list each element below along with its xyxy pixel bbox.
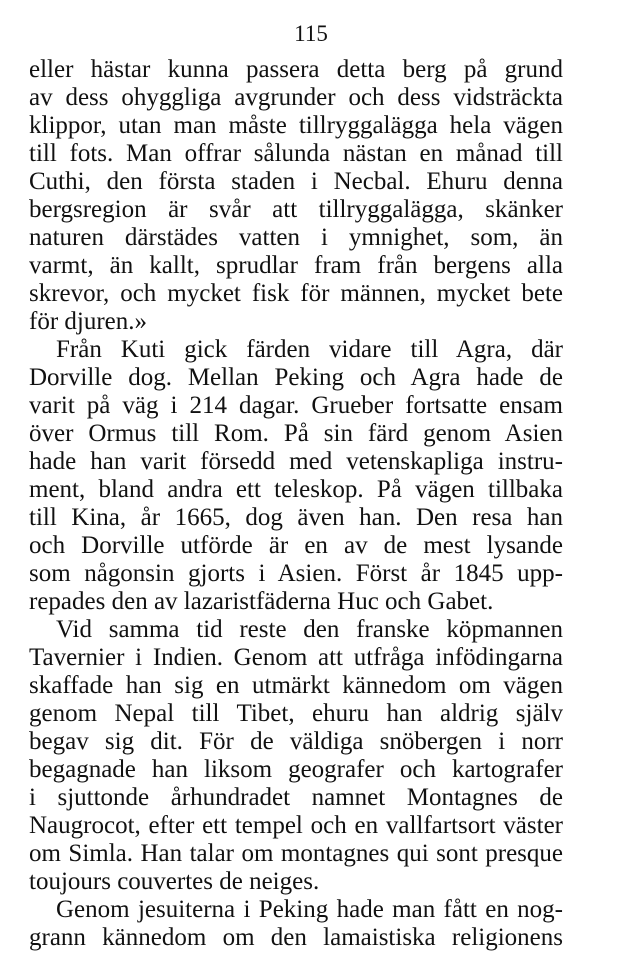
text-line: Cuthi, den första staden i Necbal. Ehuru denna xyxy=(29,168,563,195)
text-line: Tavernier i Indien. Genom att utfråga infödingarna xyxy=(29,644,563,671)
text-line: till fots. Man offrar sålunda nästan en månad till xyxy=(29,140,563,167)
text-line: av dess ohyggliga avgrunder och dess vidsträckta xyxy=(29,84,563,111)
text-line: ment, bland andra ett teleskop. På vägen tillbaka xyxy=(29,476,563,503)
text-line: och Dorville utförde är en av de mest lysande xyxy=(29,532,563,559)
text-line: över Ormus till Rom. På sin färd genom Asien xyxy=(29,420,563,447)
text-line: i sjuttonde århundradet namnet Montagnes de xyxy=(29,784,563,811)
text-line: repades den av lazaristfäderna Huc och Gabet. xyxy=(29,588,494,615)
text-line: naturen därstädes vatten i ymnighet, som, än xyxy=(29,224,563,251)
text-line: som någonsin gjorts i Asien. Först år 1845 upp- xyxy=(29,560,563,587)
text-line: klippor, utan man måste tillryggalägga hela vägen xyxy=(29,112,563,139)
page-number: 115 xyxy=(294,21,328,46)
text-line: eller hästar kunna passera detta berg på grund xyxy=(29,56,563,83)
text-line: begav sig dit. För de väldiga snöbergen i norr xyxy=(29,728,563,755)
text-line: om Simla. Han talar om montagnes qui sont presque xyxy=(29,840,563,867)
text-line: för djuren.» xyxy=(29,308,148,335)
text-line: Vid samma tid reste den franske köpmannen xyxy=(56,616,563,643)
text-line: skaffade han sig en utmärkt kännedom om vägen xyxy=(29,672,563,699)
text-line: begagnade han liksom geografer och kartografer xyxy=(29,756,563,783)
text-line: genom Nepal till Tibet, ehuru han aldrig själv xyxy=(29,700,563,727)
text-line: Naugrocot, efter ett tempel och en vallfartsort väster xyxy=(29,812,563,839)
text-line: skrevor, och mycket fisk för männen, mycket bete xyxy=(29,280,563,307)
text-line: till Kina, år 1665, dog även han. Den resa han xyxy=(29,504,563,531)
text-line: Dorville dog. Mellan Peking och Agra hade de xyxy=(29,364,563,391)
text-line: Genom jesuiterna i Peking hade man fått en nog- xyxy=(56,896,563,923)
text-line: grann kännedom om den lamaistiska religionens xyxy=(29,924,563,951)
text-line: varmt, än kallt, sprudlar fram från bergens alla xyxy=(29,252,563,279)
text-line: bergsregion är svår att tillryggalägga, skänker xyxy=(29,196,563,223)
text-line: varit på väg i 214 dagar. Grueber fortsatte ensam xyxy=(29,392,563,419)
text-line: Från Kuti gick färden vidare till Agra, där xyxy=(56,336,563,363)
text-line: hade han varit försedd med vetenskapliga instru- xyxy=(29,448,563,475)
text-line: toujours couvertes de neiges. xyxy=(29,868,320,895)
